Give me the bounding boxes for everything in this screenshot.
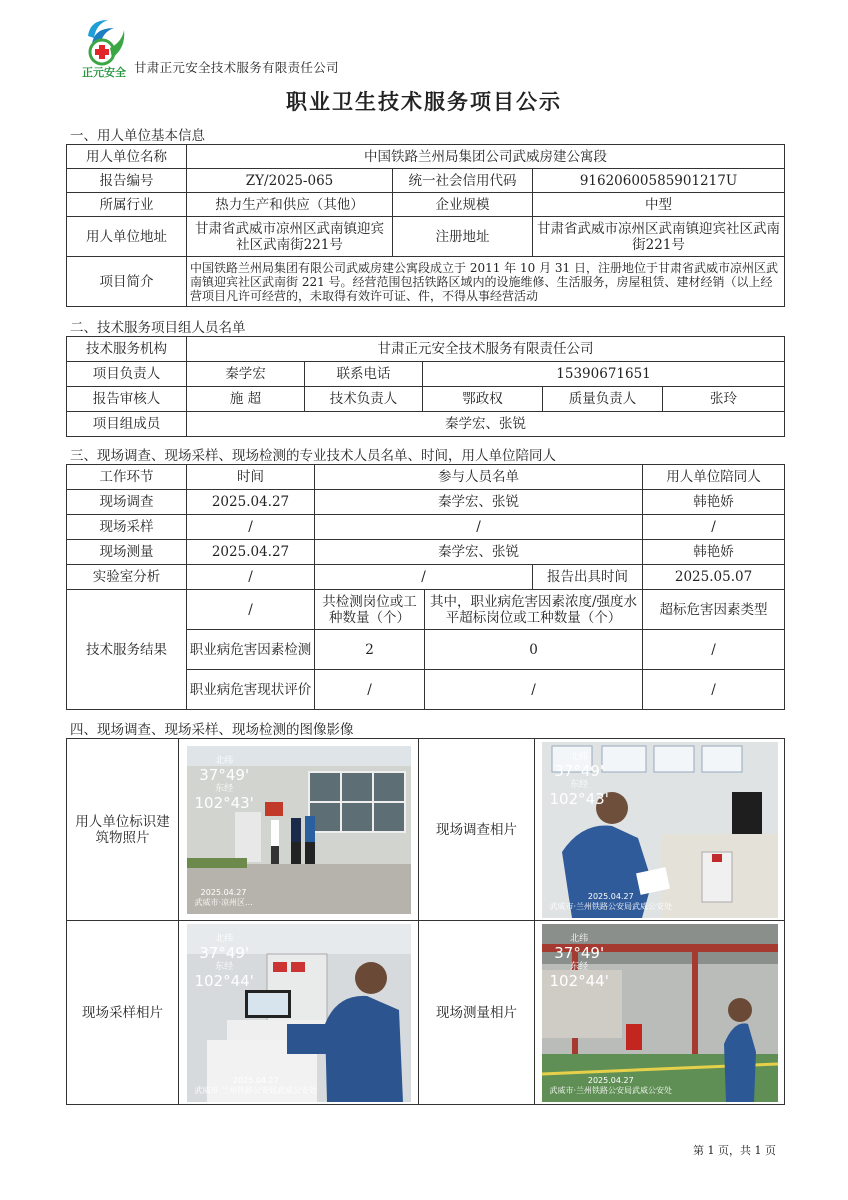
survey-photo xyxy=(542,742,778,918)
scale-value: 中型 xyxy=(533,193,785,217)
time-cell: 2025.04.27 xyxy=(187,540,315,565)
table-row xyxy=(67,540,785,565)
address-value: 甘肃省武威市凉州区武南镇迎宾社区武南街221号 xyxy=(187,217,393,257)
result-header-type: 超标危害因素类型 xyxy=(643,590,785,630)
col-escort: 用人单位陪同人 xyxy=(643,465,785,490)
factor-type: / xyxy=(643,630,785,670)
intro-value: 中国铁路兰州局集团有限公司武威房建公寓段成立于 2011 年 10 月 31 日，注册地位于甘肃省武威市凉州区武南镇迎宾社区武南街 221 号。经营范围包括铁路区域内的设施维修、生活服务，房屋租赁、建材经销（以上经营项目凡许可经营的，未取得有效许可证、件，不得从事经营活动 xyxy=(187,257,785,307)
result-label: 技术服务结果 xyxy=(67,590,187,710)
unit-info-table xyxy=(66,144,785,307)
section2-heading: 二、技术服务项目组人员名单 xyxy=(70,320,246,336)
scale-label: 企业规模 xyxy=(393,193,533,217)
result-header-exceed: 其中，职业病危害因素浓度/强度水平超标岗位或工种数量（个） xyxy=(425,590,643,630)
col-time: 时间 xyxy=(187,465,315,490)
report-time-value: 2025.05.07 xyxy=(643,565,785,590)
photo4-watermark: 北纬 37°49' 东经 102°44' xyxy=(549,933,609,990)
factor-label: 职业病危害因素检测 xyxy=(187,630,315,670)
unit-name-label: 用人单位名称 xyxy=(67,145,187,169)
measurement-photo xyxy=(542,924,778,1102)
photo2-stamp: 2025.04.27 武威市·兰州铁路公安局武威公安处 xyxy=(549,891,673,911)
table-row xyxy=(67,490,785,515)
phone-label: 联系电话 xyxy=(305,362,423,387)
org-value: 甘肃正元安全技术服务有限责任公司 xyxy=(187,337,785,362)
industry-label: 所属行业 xyxy=(67,193,187,217)
escort-cell: / xyxy=(643,515,785,540)
photo4-stamp: 2025.04.27 武威市·兰州铁路公安局武威公安处 xyxy=(549,1075,673,1095)
result-slash: / xyxy=(187,590,315,630)
status-type: / xyxy=(643,670,785,710)
company-name-header: 甘肃正元安全技术服务有限责任公司 xyxy=(134,60,339,75)
leader-value: 秦学宏 xyxy=(187,362,305,387)
field-work-table xyxy=(66,464,785,710)
section1-heading: 一、用人单位基本信息 xyxy=(70,128,205,144)
tech-lead-label: 技术负责人 xyxy=(305,387,423,412)
credit-code-value: 91620600585901217U xyxy=(533,169,785,193)
people-cell: 秦学宏、张锐 xyxy=(315,490,643,515)
quality-lead-value: 张玲 xyxy=(663,387,785,412)
photo3-watermark: 北纬 37°49' 东经 102°44' xyxy=(194,933,254,990)
stage-cell: 现场调查 xyxy=(67,490,187,515)
photo2-watermark: 北纬 37°49' 东经 102°43' xyxy=(549,751,609,808)
org-label: 技术服务机构 xyxy=(67,337,187,362)
lab-people: / xyxy=(315,565,533,590)
team-table xyxy=(66,336,785,437)
leader-label: 项目负责人 xyxy=(67,362,187,387)
tech-lead-value: 鄂政权 xyxy=(423,387,543,412)
quality-lead-label: 质量负责人 xyxy=(543,387,663,412)
result-header-count: 共检测岗位或工种数量（个） xyxy=(315,590,425,630)
table-row xyxy=(67,515,785,540)
lab-stage: 实验室分析 xyxy=(67,565,187,590)
status-count: / xyxy=(315,670,425,710)
report-no-label: 报告编号 xyxy=(67,169,187,193)
photo3-label: 现场采样相片 xyxy=(67,921,179,1105)
section3-heading: 三、现场调查、现场采样、现场检测的专业技术人员名单、时间，用人单位陪同人 xyxy=(70,448,556,464)
section4-heading: 四、现场调查、现场采样、现场检测的图像影像 xyxy=(70,722,354,738)
photo1-watermark: 北纬 37°49' 东经 102°43' xyxy=(194,755,254,812)
company-logo xyxy=(74,14,134,80)
factor-exceed: 0 xyxy=(425,630,643,670)
photo4-label: 现场测量相片 xyxy=(419,921,535,1105)
escort-cell: 韩艳娇 xyxy=(643,540,785,565)
report-no-value: ZY/2025-065 xyxy=(187,169,393,193)
photo-table xyxy=(66,738,785,1105)
photo2-label: 现场调查相片 xyxy=(419,739,535,921)
stage-cell: 现场采样 xyxy=(67,515,187,540)
lab-time: / xyxy=(187,565,315,590)
photo1-stamp: 2025.04.27 武威市·凉州区... xyxy=(194,887,253,907)
report-time-label: 报告出具时间 xyxy=(533,565,643,590)
svg-text:正元安全: 正元安全 xyxy=(82,66,126,79)
photo1-label: 用人单位标识建筑物照片 xyxy=(67,739,179,921)
time-cell: / xyxy=(187,515,315,540)
intro-label: 项目简介 xyxy=(67,257,187,307)
members-value: 秦学宏、张锐 xyxy=(187,412,785,437)
factor-count: 2 xyxy=(315,630,425,670)
status-label: 职业病危害现状评价 xyxy=(187,670,315,710)
phone-value: 15390671651 xyxy=(423,362,785,387)
credit-code-label: 统一社会信用代码 xyxy=(393,169,533,193)
escort-cell: 韩艳娇 xyxy=(643,490,785,515)
col-stage: 工作环节 xyxy=(67,465,187,490)
sampling-photo xyxy=(187,924,411,1102)
document-title: 职业卫生技术服务项目公示 xyxy=(286,89,562,114)
reg-address-value: 甘肃省武威市凉州区武南镇迎宾社区武南街221号 xyxy=(533,217,785,257)
unit-name-value: 中国铁路兰州局集团公司武威房建公寓段 xyxy=(187,145,785,169)
photo3-stamp: 2025.04.27 武威市·兰州铁路公安局武威公安处 xyxy=(194,1075,318,1095)
reviewer-value: 施 超 xyxy=(187,387,305,412)
industry-value: 热力生产和供应（其他） xyxy=(187,193,393,217)
building-photo xyxy=(187,746,411,914)
stage-cell: 现场测量 xyxy=(67,540,187,565)
col-people: 参与人员名单 xyxy=(315,465,643,490)
reviewer-label: 报告审核人 xyxy=(67,387,187,412)
time-cell: 2025.04.27 xyxy=(187,490,315,515)
people-cell: / xyxy=(315,515,643,540)
people-cell: 秦学宏、张锐 xyxy=(315,540,643,565)
page-number: 第 1 页，共 1 页 xyxy=(693,1144,776,1157)
members-label: 项目组成员 xyxy=(67,412,187,437)
reg-address-label: 注册地址 xyxy=(393,217,533,257)
status-exceed: / xyxy=(425,670,643,710)
address-label: 用人单位地址 xyxy=(67,217,187,257)
